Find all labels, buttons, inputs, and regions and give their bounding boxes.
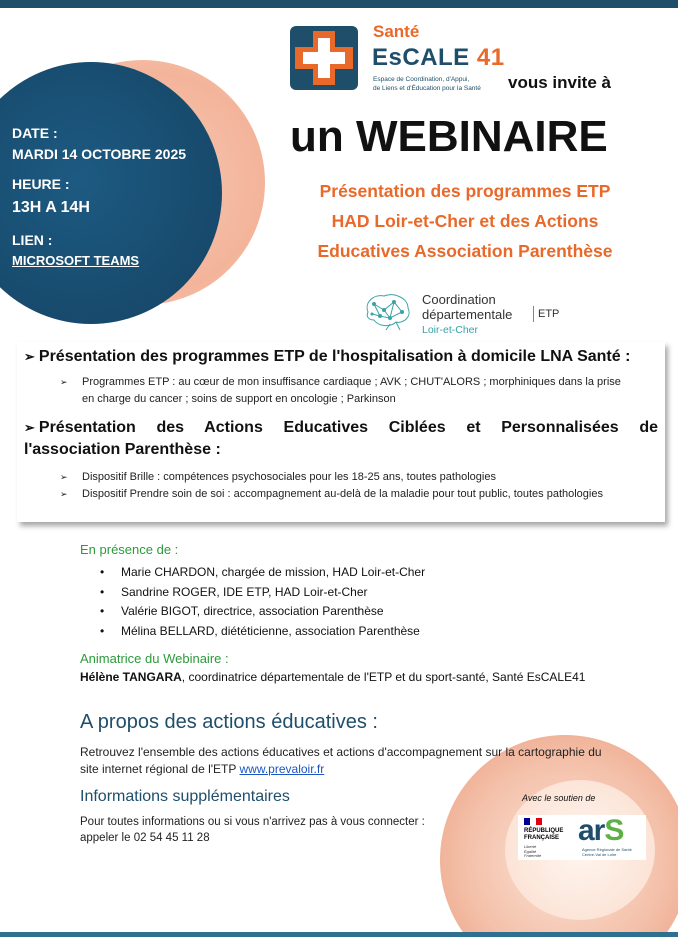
- french-flag-icon: [524, 818, 542, 825]
- link-label: LIEN :: [12, 232, 53, 248]
- coord-tag: ETP: [538, 308, 560, 320]
- animatrice-text: Hélène TANGARA, coordinatrice départementale de l'ETP et du sport-santé, Santé EsCALE41: [80, 670, 586, 684]
- list-item: • Valérie BIGOT, directrice, association Parenthèse: [100, 604, 384, 618]
- time-label: HEURE :: [12, 176, 70, 192]
- program-sub-1: ➢ Programmes ETP : au cœur de mon insuffisance cardiaque ; AVK ; CHUT'ALORS ; morphiniques dans la prise en charge du cancer ; soins de support en oncologie ; Parkinson: [60, 376, 621, 405]
- arrow-bullet-icon: ➢: [60, 472, 68, 482]
- ars-subtitle: Agence Régionale de Santé Centre-Val de Loire: [582, 847, 632, 857]
- brain-network-icon: [360, 290, 415, 332]
- coord-title-2: départementale: [422, 307, 513, 322]
- escale-cross-logo-icon: [287, 23, 361, 93]
- subtitle-line-1: Présentation des programmes ETP: [319, 181, 611, 201]
- subtitle: [270, 176, 660, 266]
- apropos-heading: A propos des actions éducatives :: [80, 711, 378, 733]
- subtitle-line-2: HAD Loir-et-Cher et des Actions: [331, 211, 599, 231]
- republique-francaise-logo: RÉPUBLIQUE FRANÇAISE: [524, 828, 564, 841]
- presence-list: [100, 563, 425, 641]
- infos-heading: Informations supplémentaires: [80, 788, 290, 805]
- animatrice-heading: Animatrice du Webinaire :: [80, 651, 229, 666]
- bottom-bar: [0, 932, 678, 937]
- list-item: • Mélina BELLARD, diététicienne, association Parenthèse: [100, 623, 420, 638]
- logo-tagline-2: de Liens et d'Éducation pour la Santé: [373, 85, 481, 92]
- rf-motto: Liberté Égalité Fraternité: [524, 844, 542, 858]
- ars-logo: arS: [578, 814, 624, 847]
- infos-text: Pour toutes informations ou si vous n'arrivez pas à vous connecter : appeler le 02 54 45 11 28: [80, 816, 425, 844]
- invite-text: vous invite à: [508, 73, 611, 92]
- arrow-bullet-icon: ➢: [24, 349, 35, 364]
- subtitle-line-3: Educatives Association Parenthèse: [317, 241, 613, 261]
- date-label: DATE :: [12, 125, 58, 141]
- page-title: un WEBINAIRE: [290, 112, 608, 161]
- soutien-label: Avec le soutien de: [522, 793, 596, 803]
- program-sub-2: ➢ Dispositif Brille : compétences psychosociales pour les 18-25 ans, toutes pathologies: [60, 469, 660, 486]
- logo-tagline-1: Espace de Coordination, d'Appui,: [373, 76, 470, 83]
- coord-title-1: Coordination: [422, 292, 496, 307]
- teams-link[interactable]: MICROSOFT TEAMS: [12, 253, 140, 268]
- list-item: • Sandrine ROGER, IDE ETP, HAD Loir-et-Cher: [100, 584, 368, 599]
- list-item: • Marie CHARDON, chargée de mission, HAD Loir-et-Cher: [100, 565, 426, 579]
- arrow-bullet-icon: ➢: [60, 377, 68, 387]
- prevaloir-link[interactable]: www.prevaloir.fr: [239, 762, 325, 776]
- program-heading-1: ➢ Présentation des programmes ETP de l'hospitalisation à domicile LNA Santé :: [24, 348, 631, 365]
- time-value: 13H A 14H: [12, 199, 90, 216]
- logo-sante: Santé: [373, 22, 420, 41]
- date-value: MARDI 14 OCTOBRE 2025: [12, 146, 187, 162]
- event-info: [12, 124, 212, 270]
- presence-heading: En présence de :: [80, 542, 179, 557]
- apropos-text: Retrouvez l'ensemble des actions éducatives et actions d'accompagnement sur la cartographie du site internet régional de l'ETP www.prevaloir.fr: [80, 745, 602, 776]
- arrow-bullet-icon: ➢: [24, 420, 35, 435]
- program-sub-3: ➢ Dispositif Prendre soin de soi : accompagnement au-delà de la maladie pour tout public, toutes pathologies: [60, 486, 660, 503]
- top-bar: [0, 0, 678, 8]
- arrow-bullet-icon: ➢: [60, 489, 68, 499]
- coord-separator: [533, 306, 534, 322]
- coord-area: Loir-et-Cher: [422, 324, 479, 336]
- program-heading-2: ➢ Présentation des Actions Educatives Ciblées et Personnalisées de l'association Parenthèse :: [24, 419, 658, 458]
- logo-escale: EsCALE 41: [372, 44, 505, 71]
